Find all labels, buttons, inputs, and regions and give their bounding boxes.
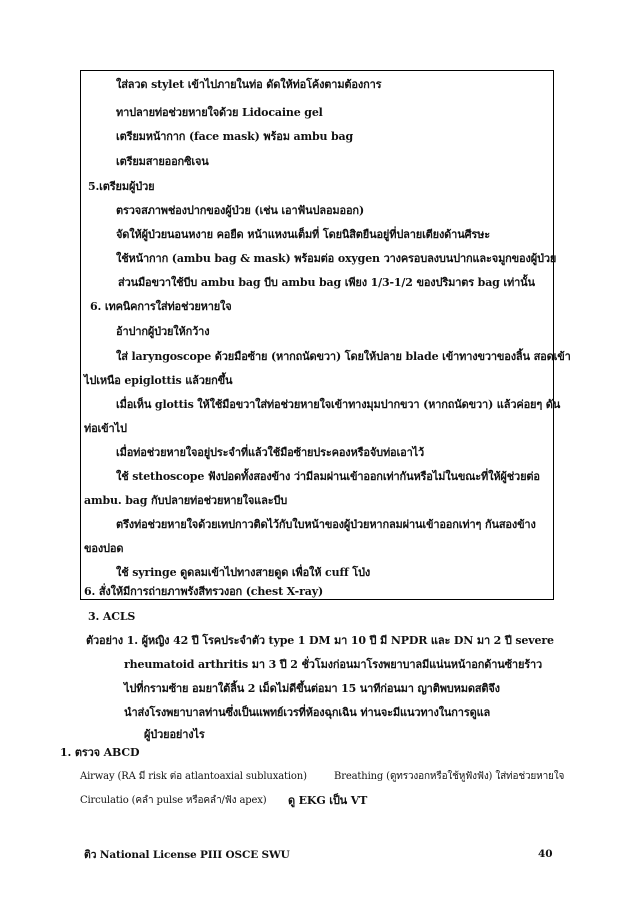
- section-heading: 3. ACLS: [88, 610, 136, 623]
- box-line: ambu. bag กับปลายท่อช่วยหายใจและบีบ: [84, 494, 288, 507]
- box-line: ใช้ syringe ดูดลมเข้าไปทางสายดูด เพื่อให้ cuff โป่ง: [116, 566, 371, 579]
- case-line: ผู้ป่วยอย่างไร: [144, 728, 205, 741]
- box-line: ท่อเข้าไป: [84, 422, 127, 435]
- airway-text: Airway (RA มี risk ต่อ atlantoaxial subluxation): [80, 771, 307, 782]
- case-line: นำส่งโรงพยาบาลท่านซึ่งเป็นแพทย์เวรที่ห้องฉุกเฉิน ท่านจะมีแนวทางในการดูแล: [124, 706, 491, 719]
- box-line: ทาปลายท่อช่วยหายใจด้วย Lidocaine gel: [116, 106, 323, 119]
- breathing-text: Breathing (ดูทรวงอกหรือใช้หูฟังฟัง) ใส่ท่อช่วยหายใจ: [334, 771, 565, 782]
- box-line: ใช้ stethoscope ฟังปอดทั้งสองข้าง ว่ามีลมผ่านเข้าออกเท่ากันหรือไม่ในขณะที่ให้ผู้ช่วยต่อ: [116, 470, 540, 483]
- footer-text: ติว National License PIII OSCE SWU: [84, 849, 290, 861]
- box-line: 6. เทคนิคการใส่ท่อช่วยหายใจ: [90, 300, 232, 313]
- box-line: ตรวจสภาพช่องปากของผู้ป่วย (เช่น เอาฟันปลอมออก): [116, 204, 364, 217]
- box-line: ใส่ laryngoscope ด้วยมือซ้าย (หากถนัดขวา) โดยให้ปลาย blade เข้าทางขวาของลิ้น สอดเข้า: [116, 350, 571, 363]
- box-line: ไปเหนือ epiglottis แล้วยกขึ้น: [84, 374, 233, 387]
- case-line: ตัวอย่าง 1. ผู้หญิง 42 ปี โรคประจำตัว type 1 DM มา 10 ปี มี NPDR และ DN มา 2 ปี severe: [86, 634, 554, 647]
- box-line: เตรียมสายออกซิเจน: [116, 155, 209, 168]
- box-line: ของปอด: [84, 542, 124, 555]
- box-line: เมื่อเห็น glottis ให้ใช้มือขวาใส่ท่อช่วยหายใจเข้าทางมุมปากขวา (หากถนัดขวา) แล้วค่อยๆ ดัน: [116, 398, 561, 411]
- box-line: ใช้หน้ากาก (ambu bag & mask) พร้อมต่อ oxygen วางครอบลงบนปากและจมูกของผู้ป่วย: [116, 252, 557, 265]
- box-line: ตรึงท่อช่วยหายใจด้วยเทปกาวติดไว้กับใบหน้าของผู้ป่วยหากลมผ่านเข้าออกเท่าๆ กันสองข้าง: [116, 518, 536, 531]
- case-line: rheumatoid arthritis มา 3 ปี 2 ชั่วโมงก่อนมาโรงพยาบาลมีแน่นหน้าอกด้านซ้ายร้าว: [124, 658, 543, 671]
- box-line: เตรียมหน้ากาก (face mask) พร้อม ambu bag: [116, 130, 354, 143]
- box-line: เมื่อท่อช่วยหายใจอยู่ประจำที่แล้วใช้มือซ้ายประคองหรือจับท่อเอาไว้: [116, 446, 425, 459]
- box-line: 5.เตรียมผู้ป่วย: [88, 180, 155, 193]
- case-line: ไปที่กรามซ้าย อมยาใต้ลิ้น 2 เม็ดไม่ดีขึ้นต่อมา 15 นาทีก่อนมา ญาติพบหมดสติจึง: [124, 682, 500, 695]
- box-line: 6. สั่งให้มีการถ่ายภาพรังสีทรวงอก (chest X-ray): [84, 585, 324, 598]
- box-line: ส่วนมือขวาใช้บีบ ambu bag บีบ ambu bag เพียง 1/3-1/2 ของปริมาตร bag เท่านั้น: [118, 276, 535, 289]
- box-line: อ้าปากผู้ป่วยให้กว้าง: [116, 325, 210, 338]
- page-number: 40: [538, 848, 553, 860]
- ekg-text: ดู EKG เป็น VT: [288, 794, 368, 807]
- box-line: จัดให้ผู้ป่วยนอนหงาย คอยืด หน้าแหงนเต็มที่ โดยนิสิตยืนอยู่ที่ปลายเตียงด้านศีรษะ: [116, 228, 491, 241]
- circulation-text: Circulatio (คลำ pulse หรือคลำ/ฟัง apex): [80, 795, 267, 806]
- abcd-heading: 1. ตรวจ ABCD: [60, 746, 140, 759]
- box-line: ใส่ลวด stylet เข้าไปภายในท่อ ดัดให้ท่อโค้งตามต้องการ: [116, 78, 382, 91]
